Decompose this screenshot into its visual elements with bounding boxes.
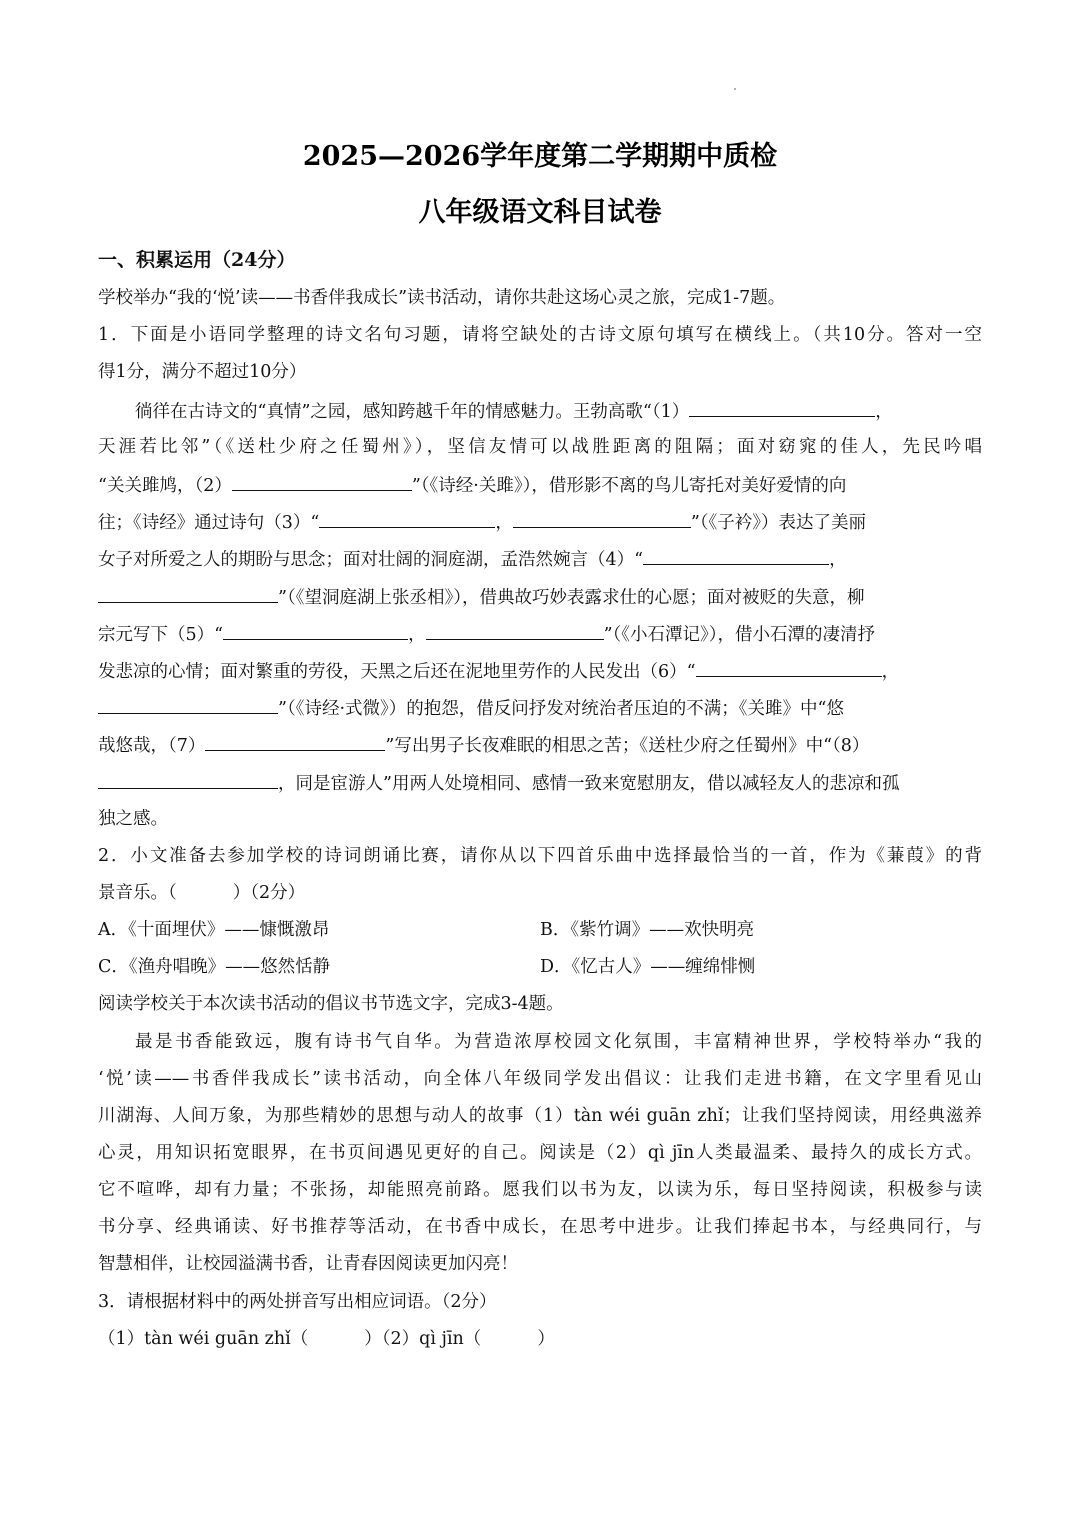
- passage-text: ”（《望洞庭湖上张丞相》），借典故巧妙表露求仕的心愿；面对被贬的失意，柳: [278, 588, 865, 608]
- passage-text: ，: [881, 662, 900, 682]
- q1-passage-line8: [98, 658, 982, 684]
- q1-passage-line10: [98, 732, 982, 758]
- blank-3b[interactable]: [513, 509, 691, 528]
- blank-7[interactable]: [205, 732, 385, 751]
- passage-text: 宗元写下（5）“: [98, 625, 224, 645]
- passage-text: ，: [829, 550, 847, 570]
- q1-passage-line4: [98, 509, 982, 535]
- q2-stem-line1: 2．小文准备去参加学校的诗词朗诵比赛，请你从以下四首乐曲中选择最恰当的一首，作为《蒹葭》的背: [98, 846, 982, 866]
- passage-text: ，: [495, 513, 513, 533]
- passage-text: 发悲凉的心情；面对繁重的劳役，天黑之后还在泥地里劳作的人民发出（6）“: [98, 662, 696, 682]
- q2-option-a[interactable]: A．《十面埋伏》——慷慨激昂: [98, 920, 330, 940]
- q2-stem-line2: [98, 881, 982, 905]
- passage-text: ，: [408, 625, 426, 645]
- blank-5a[interactable]: [223, 621, 408, 640]
- blank-4a[interactable]: [643, 546, 829, 565]
- passage-text: 哉悠哉，（7）: [98, 736, 206, 756]
- passage-text: ”（《小石潭记》），借小石潭的凄清抒: [603, 625, 876, 645]
- q1-passage-line5: [98, 546, 982, 572]
- q2-stem-text: ）（2分）: [232, 883, 306, 903]
- blank-4b[interactable]: [98, 584, 278, 603]
- reading-line2: ‘悦’读——书香伴我成长”读书活动，向全体八年级同学发出倡议：让我们走进书籍，在文字里看见山: [98, 1069, 982, 1089]
- blank-8[interactable]: [98, 770, 278, 789]
- reading-line7: 智慧相伴，让校园溢满书香，让青春因阅读更加闪亮！: [98, 1254, 518, 1274]
- passage-text: ”（《子衿》）表达了美丽: [690, 513, 867, 533]
- q1-passage-line7: [98, 621, 982, 647]
- blank-6a[interactable]: [696, 658, 882, 677]
- blank-1[interactable]: [689, 398, 875, 417]
- q3-answer-line: [98, 1327, 982, 1351]
- q1-passage-line1: [135, 398, 982, 424]
- passage-text: 女子对所爱之人的期盼与思念；面对壮阔的洞庭湖，孟浩然婉言（4）“: [98, 550, 644, 570]
- passage-text: ”（《诗经·式微》）的抱怨，借反问抒发对统治者压迫的不满；《关雎》中“悠: [278, 699, 844, 719]
- exam-subtitle: 八年级语文科目试卷: [418, 197, 662, 228]
- blank-5b[interactable]: [426, 621, 604, 640]
- reading-line3: 川湖海、人间万象，为那些精妙的思想与动人的故事（1）tàn wéi guān zhǐ；让我们坚持阅读，用经典滋养: [98, 1106, 982, 1126]
- blank-6b[interactable]: [98, 695, 278, 714]
- passage-text: ，同是宦游人”用两人处境相同、感情一致来宽慰朋友，借以减轻友人的悲凉和孤: [278, 774, 900, 794]
- q1-passage-line12: 独之感。: [98, 809, 168, 829]
- q3-stem: 3．请根据材料中的两处拼音写出相应词语。（2分）: [98, 1292, 497, 1312]
- passage-text: 往；《诗经》通过诗句（3）“: [98, 513, 320, 533]
- reading-line6: 书分享、经典诵读、好书推荐等活动，在书香中成长，在思考中进步。让我们捧起书本，与经典同行，与: [98, 1217, 982, 1237]
- passage-text: “关关雎鸠，（2）: [98, 476, 232, 496]
- passage-text: 徜徉在古诗文的“真情”之园，感知跨越千年的情感魅力。王勃高歌“（1）: [135, 402, 690, 422]
- section-intro: 学校举办“我的‘悦’读——书香伴我成长”读书活动，请你共赴这场心灵之旅，完成1-7题。: [98, 288, 786, 308]
- reading-line1: 最是书香能致远，腹有诗书气自华。为营造浓厚校园文化氛围，丰富精神世界，学校特举办“我的: [135, 1032, 982, 1052]
- q2-option-c[interactable]: C．《渔舟唱晚》——悠然恬静: [98, 957, 331, 977]
- blank-3a[interactable]: [319, 509, 495, 528]
- reading-line4: 心灵，用知识拓宽眼界，在书页间遇见更好的自己。阅读是（2）qì jīn人类最温柔、最持久的成长方式。: [98, 1143, 982, 1163]
- q2-option-d[interactable]: D．《忆古人》——缠绵悱恻: [540, 957, 756, 977]
- q1-passage-line6: [98, 584, 982, 610]
- reading-intro: 阅读学校关于本次读书活动的倡议书节选文字，完成3-4题。: [98, 994, 564, 1014]
- q1-passage-line9: [98, 695, 982, 721]
- q3-label-2: ）（2）qì jīn（: [364, 1329, 482, 1349]
- q1-passage-line3: [98, 472, 982, 498]
- q1-passage-line11: [98, 770, 982, 796]
- passage-text: ”写出男子长夜难眠的相思之苦；《送杜少府之任蜀州》中“（8）: [385, 736, 870, 756]
- passage-text: ”（《诗经·关雎》），借形影不离的鸟儿寄托对美好爱情的向: [411, 476, 847, 496]
- section-heading: 一、积累运用（24分）: [98, 249, 296, 271]
- q2-stem-text: 景音乐。（: [98, 883, 177, 903]
- passage-text: ，: [875, 402, 893, 422]
- q1-passage-line2: 天涯若比邻”（《送杜少府之任蜀州》），坚信友情可以战胜距离的阻隔；面对窈窕的佳人，先民吟唱: [98, 437, 982, 457]
- q3-close-paren: ）: [537, 1329, 555, 1349]
- scan-dot: [734, 88, 736, 90]
- q1-stem-line1: 1．下面是小语同学整理的诗文名句习题，请将空缺处的古诗文原句填写在横线上。（共10分。答对一空: [98, 325, 982, 345]
- blank-2[interactable]: [232, 472, 412, 491]
- q1-stem-line2: 得1分，满分不超过10分）: [98, 362, 307, 382]
- q2-option-b[interactable]: B．《紫竹调》——欢快明亮: [540, 920, 755, 940]
- exam-title: 2025—2026学年度第二学期期中质检: [302, 141, 778, 172]
- q3-label-1: （1）tàn wéi guān zhǐ（: [98, 1329, 309, 1349]
- reading-line5: 它不喧哗，却有力量；不张扬，却能照亮前路。愿我们以书为友，以读为乐，每日坚持阅读，积极参与读: [98, 1180, 982, 1200]
